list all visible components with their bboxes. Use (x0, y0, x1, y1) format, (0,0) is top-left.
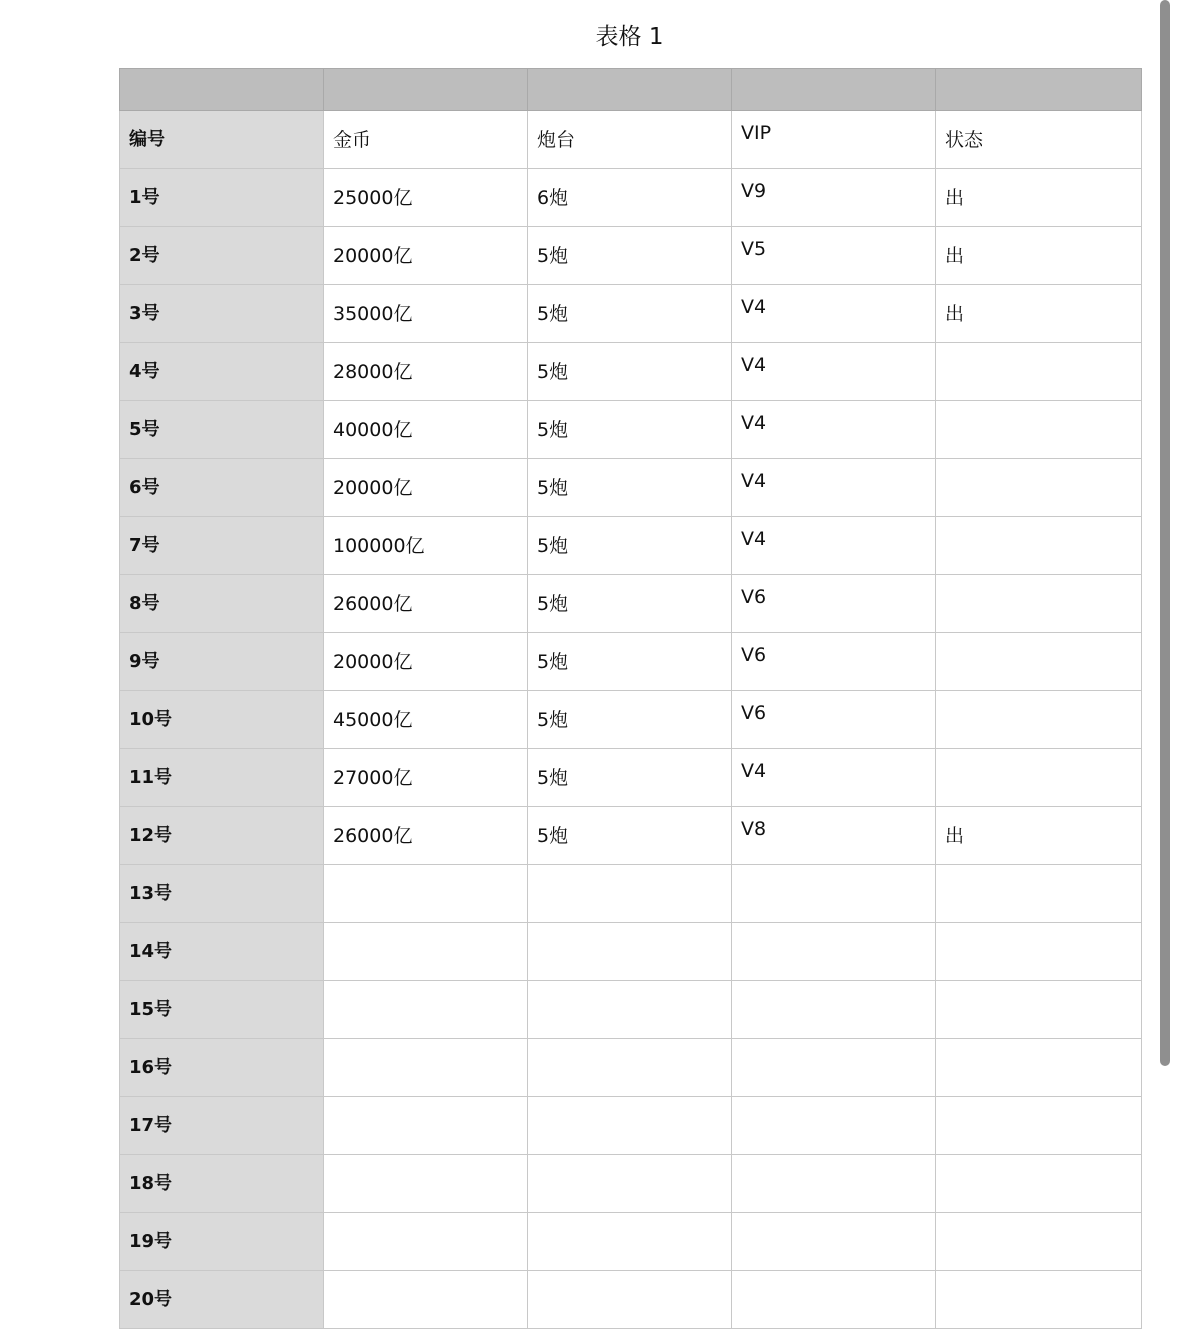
header-band-cell[interactable] (732, 69, 936, 111)
status-cell[interactable]: 出 (936, 807, 1142, 865)
turret-cell[interactable]: 5炮 (528, 227, 732, 285)
vip-cell[interactable]: V8 (732, 807, 936, 865)
turret-cell[interactable] (528, 865, 732, 923)
header-band-cell[interactable] (936, 69, 1142, 111)
turret-cell[interactable]: 5炮 (528, 401, 732, 459)
row-header-cell[interactable]: 3号 (120, 285, 324, 343)
status-cell[interactable] (936, 1039, 1142, 1097)
vip-cell[interactable] (732, 1039, 936, 1097)
vip-cell[interactable] (732, 1213, 936, 1271)
row-header-cell[interactable]: 16号 (120, 1039, 324, 1097)
status-cell[interactable] (936, 517, 1142, 575)
table-row (120, 1213, 1142, 1271)
gold-cell[interactable] (324, 981, 528, 1039)
vip-cell[interactable] (732, 923, 936, 981)
vip-cell[interactable]: V4 (732, 401, 936, 459)
turret-cell[interactable] (528, 981, 732, 1039)
column-header-vip[interactable]: VIP (732, 111, 936, 169)
status-cell[interactable] (936, 981, 1142, 1039)
row-header-cell[interactable]: 14号 (120, 923, 324, 981)
turret-cell[interactable]: 5炮 (528, 633, 732, 691)
row-header-cell[interactable]: 2号 (120, 227, 324, 285)
gold-cell[interactable]: 26000亿 (324, 807, 528, 865)
gold-cell[interactable]: 25000亿 (324, 169, 528, 227)
row-header-cell[interactable]: 4号 (120, 343, 324, 401)
status-cell[interactable] (936, 633, 1142, 691)
header-band-row (120, 69, 1142, 111)
row-header-cell[interactable]: 18号 (120, 1155, 324, 1213)
row-header-cell[interactable]: 12号 (120, 807, 324, 865)
turret-cell[interactable]: 5炮 (528, 691, 732, 749)
vip-cell[interactable] (732, 981, 936, 1039)
row-header-cell[interactable]: 20号 (120, 1271, 324, 1329)
gold-cell[interactable] (324, 923, 528, 981)
status-cell[interactable] (936, 691, 1142, 749)
table-row (120, 807, 1142, 865)
vip-cell[interactable]: V4 (732, 749, 936, 807)
turret-cell[interactable]: 5炮 (528, 749, 732, 807)
gold-cell[interactable]: 20000亿 (324, 227, 528, 285)
turret-cell[interactable]: 5炮 (528, 343, 732, 401)
status-cell[interactable] (936, 1097, 1142, 1155)
status-cell[interactable] (936, 1155, 1142, 1213)
vip-cell[interactable]: V6 (732, 575, 936, 633)
vip-cell[interactable]: V4 (732, 343, 936, 401)
status-cell[interactable] (936, 923, 1142, 981)
turret-cell[interactable] (528, 1271, 732, 1329)
column-header-status[interactable]: 状态 (936, 111, 1142, 169)
turret-cell[interactable]: 6炮 (528, 169, 732, 227)
vip-cell[interactable]: V6 (732, 691, 936, 749)
gold-cell[interactable] (324, 1213, 528, 1271)
table-row (120, 749, 1142, 807)
header-band-cell[interactable] (120, 69, 324, 111)
column-header-row (120, 111, 1142, 169)
row-header-cell[interactable]: 15号 (120, 981, 324, 1039)
turret-cell[interactable] (528, 1155, 732, 1213)
header-band-cell[interactable] (528, 69, 732, 111)
vip-cell[interactable] (732, 1097, 936, 1155)
table-row (120, 575, 1142, 633)
status-cell[interactable]: 出 (936, 227, 1142, 285)
table-row (120, 343, 1142, 401)
table-row (120, 633, 1142, 691)
gold-cell[interactable]: 45000亿 (324, 691, 528, 749)
gold-cell[interactable] (324, 1039, 528, 1097)
vip-cell[interactable]: V4 (732, 285, 936, 343)
vip-cell[interactable] (732, 1155, 936, 1213)
row-header-cell[interactable]: 17号 (120, 1097, 324, 1155)
vip-cell[interactable]: V5 (732, 227, 936, 285)
header-band-cell[interactable] (324, 69, 528, 111)
turret-cell[interactable]: 5炮 (528, 807, 732, 865)
vip-cell[interactable]: V6 (732, 633, 936, 691)
vip-cell[interactable]: V4 (732, 459, 936, 517)
turret-cell[interactable] (528, 1213, 732, 1271)
turret-cell[interactable] (528, 1097, 732, 1155)
table-row (120, 981, 1142, 1039)
table-row (120, 1155, 1142, 1213)
gold-cell[interactable]: 26000亿 (324, 575, 528, 633)
gold-cell[interactable]: 40000亿 (324, 401, 528, 459)
sheet-title: 表格 1 (595, 24, 664, 50)
row-header-cell[interactable]: 1号 (120, 169, 324, 227)
vip-cell[interactable]: V4 (732, 517, 936, 575)
status-cell[interactable] (936, 401, 1142, 459)
column-header-turret[interactable]: 炮台 (528, 111, 732, 169)
turret-cell[interactable]: 5炮 (528, 517, 732, 575)
table-row (120, 227, 1142, 285)
vertical-scrollbar[interactable] (1160, 0, 1170, 1066)
gold-cell[interactable]: 100000亿 (324, 517, 528, 575)
table-row (120, 691, 1142, 749)
status-cell[interactable] (936, 1271, 1142, 1329)
row-header-cell[interactable]: 10号 (120, 691, 324, 749)
gold-cell[interactable] (324, 1155, 528, 1213)
gold-cell[interactable]: 20000亿 (324, 459, 528, 517)
status-cell[interactable] (936, 1213, 1142, 1271)
status-cell[interactable] (936, 459, 1142, 517)
row-header-cell[interactable]: 13号 (120, 865, 324, 923)
column-header-id[interactable]: 编号 (120, 111, 324, 169)
column-header-gold[interactable]: 金币 (324, 111, 528, 169)
row-header-cell[interactable]: 8号 (120, 575, 324, 633)
table-row (120, 1271, 1142, 1329)
status-cell[interactable]: 出 (936, 285, 1142, 343)
vip-cell[interactable] (732, 865, 936, 923)
table-row (120, 285, 1142, 343)
gold-cell[interactable] (324, 1097, 528, 1155)
table-row (120, 517, 1142, 575)
turret-cell[interactable]: 5炮 (528, 285, 732, 343)
table-row (120, 865, 1142, 923)
gold-cell[interactable] (324, 1271, 528, 1329)
status-cell[interactable] (936, 749, 1142, 807)
gold-cell[interactable]: 35000亿 (324, 285, 528, 343)
table-row (120, 401, 1142, 459)
row-header-cell[interactable]: 5号 (120, 401, 324, 459)
table-row (120, 1097, 1142, 1155)
status-cell[interactable]: 出 (936, 169, 1142, 227)
row-header-cell[interactable]: 6号 (120, 459, 324, 517)
table-row (120, 1039, 1142, 1097)
row-header-cell[interactable]: 7号 (120, 517, 324, 575)
turret-cell[interactable]: 5炮 (528, 575, 732, 633)
status-cell[interactable] (936, 343, 1142, 401)
status-cell[interactable] (936, 575, 1142, 633)
row-header-cell[interactable]: 11号 (120, 749, 324, 807)
row-header-cell[interactable]: 19号 (120, 1213, 324, 1271)
gold-cell[interactable]: 28000亿 (324, 343, 528, 401)
row-header-cell[interactable]: 9号 (120, 633, 324, 691)
table-row (120, 459, 1142, 517)
turret-cell[interactable] (528, 923, 732, 981)
gold-cell[interactable] (324, 865, 528, 923)
gold-cell[interactable]: 27000亿 (324, 749, 528, 807)
gold-cell[interactable]: 20000亿 (324, 633, 528, 691)
table-row (120, 169, 1142, 227)
spreadsheet-table (119, 68, 1142, 1329)
table-row (120, 923, 1142, 981)
status-cell[interactable] (936, 865, 1142, 923)
vip-cell[interactable] (732, 1271, 936, 1329)
turret-cell[interactable] (528, 1039, 732, 1097)
vip-cell[interactable]: V9 (732, 169, 936, 227)
turret-cell[interactable]: 5炮 (528, 459, 732, 517)
